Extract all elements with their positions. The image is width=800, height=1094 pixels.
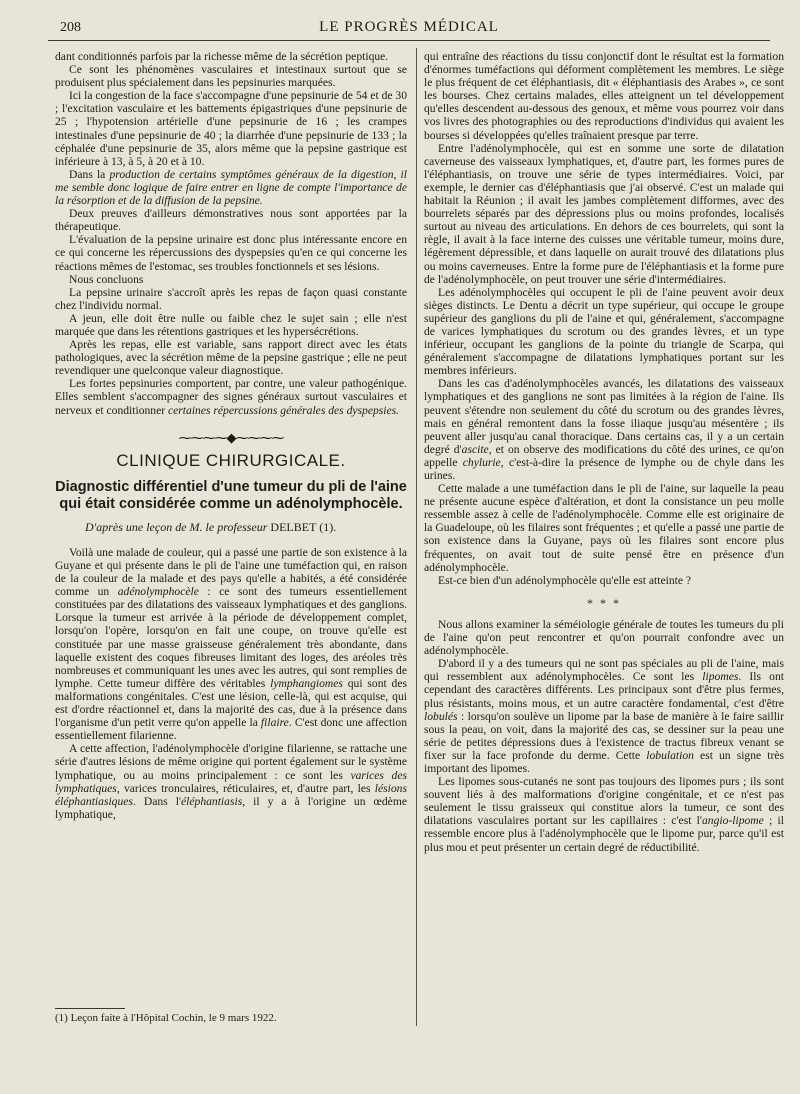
paragraph: Les adénolymphocèles qui occupent le pli de l'aine peuvent avoir deux sièges distincts. Le Dentu a décrit un type supérieur, qui occupe le groupe supérieur des ganglions du pli de l'aine et qui, généralement, s'accompagne de varices lymphatiques du scrotum ou des grandes lèvres, et un type inférieur, occupant les ganglions de la pointe du triangle de Scarpa, qui généralement s'accompagne de dilatations lymphatiques portant sur les membres inférieurs.: [424, 285, 784, 378]
text: Dans la: [69, 167, 110, 181]
text: Les lipomes sous-cutanés ne sont pas toujours des lipomes purs ; ils sont souvent liés à des malformations d'origine congénitale, et ce n'est pas seulement le tissu graisseux qui constitue alors la tumeur, ce sont des dilatations vasculaires portant sur les capillaires : c'est l': [424, 775, 784, 828]
text: Les fortes pepsinuries comportent, par contre, une valeur pathogénique. Elles semblent s'accompagner des signes généraux surtout vasculaires et nerveux et conditionner: [55, 377, 407, 417]
paragraph: Ce sont les phénomènes vasculaires et intestinaux surtout que se produisent plus spécialement dans les pepsinuries marquées.: [55, 63, 407, 90]
italic-text: chylurie: [462, 455, 501, 469]
text: : lorsqu'on soulève un lipome par la base de manière à le faire saillir sous la peau, on voit, dans la majorité des cas, se dessiner sur la peau une série de petites dépressions dues à l'existence de tractus fibreux venant se fixer sur la face profonde du derme. Cette: [424, 709, 784, 762]
italic-text: adénolymphocèle: [117, 585, 199, 599]
byline: [55, 521, 407, 534]
paragraph: Entre l'adénolymphocèle, qui est en somme une sorte de dilatation caverneuse des vaisseaux lymphatiques, et, d'autre part, les formes pures de l'éléphantiasis, on trouve une série de types intermédiaires. Voici, par exemple, le dernier cas d'éléphantiasis que j'ai observé. C'est un malade qui habitait la Réunion ; il avait les jambes complètement difformes, avec des bourrelets séparés par des dépressions plus ou moins profondes, localisés surtout au niveau des articulations. En dehors de ces bourrelets, qui sont la règle, il avait à la face interne des cuisses une véritable tumeur, moins dure, légèrement dépressible, et dans laquelle on aurait trouvé des dilatations plus ou moins caverneuses. Entre la forme pure de l'éléphantiasis et la forme pure de l'adénolymphocèle, on peut trouver une série d'intermédiaires.: [424, 141, 784, 286]
italic-text: varices des lymphatiques: [55, 768, 407, 795]
italic-text: lésions éléphantiasiques: [55, 781, 407, 808]
paragraph: [424, 775, 784, 854]
paragraph: [55, 742, 407, 821]
byline-text: D'après une leçon de M. le professeur: [85, 519, 268, 534]
italic-text: angio-lipome: [702, 814, 764, 828]
text: , varices tronculaires, réticulaires, et, d'autre part, les: [116, 781, 375, 795]
text: . C'est donc une affection essentiellement filarienne.: [55, 716, 407, 743]
paragraph: Deux preuves d'ailleurs démonstratives nous sont apportées par la thérapeutique.: [55, 207, 407, 234]
page-number: 208: [60, 20, 81, 35]
text: qui sont des malformations congénitales. C'est une lésion, celle-là, qui est acquise, qui est d'ordre réactionnel et, dans la majorité des cas, due à la présence dans l'organisme d'un petit verre qu'on appelle la: [55, 676, 407, 730]
text: A cette affection, l'adénolymphocèle d'origine filarienne, se rattache une série d'autres lésions de même origine qui portent également sur le système lymphatique, ou au moins principalement : ce sont les: [55, 742, 407, 782]
paragraph: La pepsine urinaire s'accroît après les repas de façon quasi constante chez l'individu normal.: [55, 285, 407, 312]
section-break: * * *: [587, 595, 621, 610]
paragraph: Est-ce bien d'un adénolymphocèle qu'elle est atteinte ?: [438, 573, 692, 587]
paragraph: qui entraîne des réactions du tissu conjonctif dont le résultat est la formation d'énormes tuméfactions qui déforment complètement les membres. Le siège le plus fréquent de cet éléphantiasis, dit « éléphantiasis des Arabes », ce sont les bourses. Chez certains malades, elles atteignent un tel développement qu'elles descendent au-dessous des genoux, et même vous pourrez voir dans vos livres des photographies ou des reproductions d'individus qui avaient les bourses si développées qu'elles traînaient presque par terre.: [424, 50, 784, 142]
italic-text: ascite: [461, 442, 489, 456]
text: , c'est-à-dire la présence de lymphe ou de chyle dans les urines.: [424, 455, 784, 482]
column-divider: [416, 48, 417, 1026]
section-title: CLINIQUE CHIRURGICALE.: [116, 450, 346, 470]
byline-author: DELBET (1).: [267, 519, 337, 534]
paragraph: L'évaluation de la pepsine urinaire est donc plus intéressante encore en ce qui concerne les répercussions des dyspepsies qu'en ce qui concerne les réactions mêmes de l'estomac, ses troubles fonctionnels et ses lésions.: [55, 233, 407, 273]
text: Voilà une malade de couleur, qui a passé une partie de son existence à la Guyane et qui présente dans le pli de l'aine une tuméfaction qui, en raison de la couleur de la malade et des pays qu'elle a habités, a été considérée comme un: [55, 545, 407, 599]
left-column: [55, 50, 407, 821]
text: . Ils ont cependant des caractères différents. Les principaux sont d'être plus fermes, plus résistants, moins mous, et un autre caractère fondamental, c'est d'être: [424, 670, 784, 710]
page-header: [48, 18, 770, 41]
text: Dans les cas d'adénolymphocèles avancés, les dilatations des vaisseaux lymphatiques et des ganglions ne sont pas limitées à la région de l'aine. Ils peuvent s'étendre non seulement du côté du scrotum ou des grandes lèvres, mais en général remontent dans la fosse iliaque jusqu'au mésentère ; ils peuvent aller jusqu'au canal thoracique. Dans certains cas, il y a un certain degré d': [424, 377, 784, 456]
text: est un signe très important des lipomes.: [424, 748, 785, 775]
journal-title: LE PROGRÈS MÉDICAL: [319, 19, 499, 35]
italic-text: filaire: [260, 716, 289, 730]
italic-text: certaines répercussions générales des dyspepsies.: [168, 403, 400, 417]
paragraph: dant conditionnés parfois par la richesse même de la sécrétion peptique.: [55, 50, 389, 63]
ornament-divider: ⁓⁓⁓⁓◆⁓⁓⁓⁓: [178, 429, 284, 445]
text: , et on observe des modifications du côté des urines, ce qu'on appelle: [424, 442, 784, 469]
paragraph: A jeun, elle doit être nulle ou faible chez le sujet sain ; elle n'est marquée que dans les rétentions gastriques et les hypersécrétions.: [55, 311, 407, 338]
paragraph: Nous concluons: [69, 272, 144, 286]
footnote-rule: [55, 1008, 125, 1009]
paragraph: [424, 377, 784, 482]
text: D'abord il y a des tumeurs qui ne sont pas spéciales au pli de l'aine, mais qui ressemblent aux adénolymphocèles. Ce sont les: [424, 657, 784, 684]
article-title: Diagnostic différentiel d'une tumeur du pli de l'aine qui était considérée comme un adénolymphocèle.: [55, 478, 407, 512]
italic-text: lobulés: [424, 709, 458, 723]
paragraph: Nous allons examiner la séméiologie générale de toutes les tumeurs du pli de l'aine qu'on peut rencontrer et qu'on pourrait confondre avec un adénolymphocèle.: [424, 617, 784, 658]
paragraph: Ici la congestion de la face s'accompagne d'une pepsinurie de 54 et de 30 ; l'excitation vasculaire et les battements épigastriques d'une pepsinurie de 25 ; l'hypotension artérielle d'une pepsinurie de 16 ; les crampes intestinales d'une pepsinurie de 40 ; la diarrhée d'une pepsinurie de 133 ; la céphalée d'une pepsinurie de 35, alors même que la pepsine gastrique est inférieure à 13, à 5, à 20 et à 10.: [55, 89, 408, 168]
paragraph: [55, 168, 407, 207]
text: , il y a à l'origine un œdème lymphatique,: [55, 794, 407, 821]
italic-text: production de certains symptômes généraux de la digestion, il me semble donc logique de faire entrer en ligne de compte l'importance de la résorption et de la diffusion de la pepsine.: [55, 167, 407, 208]
paragraph: Cette malade a une tuméfaction dans le pli de l'aine, sur laquelle la peau ne présente aucune espèce d'altération, et dont la consistance un peu molle ressemble assez à celle de l'adénolymphocèle. Comme elle est originaire de la Guadeloupe, où les filaires sont fréquentes ; et qu'elle a passé une partie de son existence dans la Guyane, pays où les filaires sont encore plus fréquentes, on avait tout de suite pensé être en présence d'un adénolymphocèle.: [424, 482, 784, 574]
paragraph: Après les repas, elle est variable, sans rapport direct avec les états pathologiques, avec la sécrétion même de la pepsine gastrique ; elle ne peut revendiquer une quelconque valeur diagnostique.: [55, 338, 407, 378]
footnote: (1) Leçon faite à l'Hôpital Cochin, le 9 mars 1922.: [55, 1012, 277, 1024]
italic-text: éléphantiasis: [181, 794, 243, 808]
text: : ce sont des tumeurs essentiellement constituées par des dilatations des vaisseaux lymphatiques et des ganglions. Lorsque la tumeur est arrivée à la période de développement complet, lorsqu'on l'opère, lorsqu'on en fait une coupe, on trouve qu'elle est constituée par une masse graisseuse généralement très abondante, dans laquelle existent des coques fibreuses limitant des loges, des aréoles très nombreuses et communiquant les unes avec les autres, qui sont remplies de lymphe. Cette tumeur diffère des véritables: [55, 585, 407, 690]
italic-text: lymphangiomes: [270, 676, 343, 690]
paragraph: [55, 377, 407, 416]
italic-text: lobulation: [646, 748, 694, 762]
text: . Dans l': [132, 794, 182, 808]
paragraph: [55, 546, 407, 742]
italic-text: lipomes: [702, 670, 739, 684]
paragraph: [424, 657, 784, 775]
text: ; il ressemble encore plus à l'adénolymphocèle que le lipome pur, parce qu'il est plus mou et peut présenter un certain degré de réductibilité.: [424, 814, 784, 854]
right-column: [424, 50, 784, 854]
